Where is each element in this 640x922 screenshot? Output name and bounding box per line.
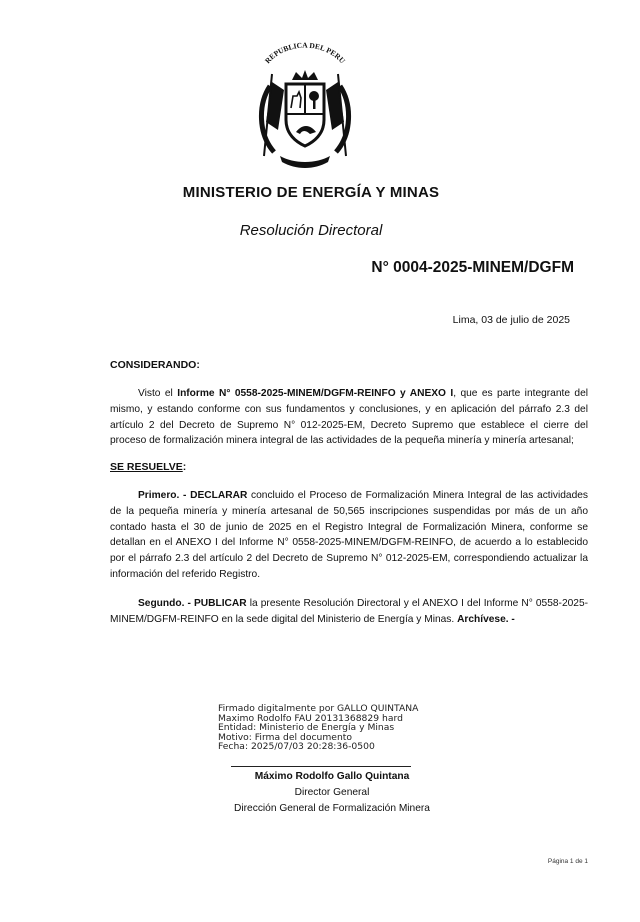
article-first-label: Primero. - DECLARAR xyxy=(138,490,248,501)
signature-line-5: Fecha: 2025/07/03 20:28:36-0500 xyxy=(218,741,375,753)
signature-line-3: Entidad: Ministerio de Energía y Minas xyxy=(218,722,395,734)
resuelve-heading-colon: : xyxy=(182,461,187,473)
considerando-lead: Visto el xyxy=(138,388,178,399)
signer-name: Máximo Rodolfo Gallo Quintana xyxy=(254,771,410,782)
signature-rule xyxy=(231,766,411,767)
digital-signature-stamp xyxy=(218,704,478,752)
coat-of-arms-icon xyxy=(244,34,366,174)
considerando-rest: , que es parte integrante del mismo, y estando conforme con sus fundamentos y conclusiones, y en aplicación del párrafo 2.3 del artículo 2 del Decreto de Supremo N° 012-2025-EM, Decreto Supremo que establece el cierre del proceso de formalización minera integral de las actividades de la pequeña minería y minería artesanal; xyxy=(110,388,589,447)
ministry-name: MINISTERIO DE ENERGÍA Y MINAS xyxy=(182,184,440,201)
signer-office: Dirección General de Formalización Minera xyxy=(234,803,430,814)
article-first xyxy=(110,488,588,583)
report-reference: Informe N° 0558-2025-MINEM/DGFM-REINFO y ANEXO I xyxy=(177,388,454,399)
signer-title: Director General xyxy=(294,787,370,798)
article-second xyxy=(110,596,588,628)
document-type: Resolución Directoral xyxy=(239,222,383,239)
signer-block xyxy=(212,769,452,817)
place-and-date: Lima, 03 de julio de 2025 xyxy=(452,314,570,326)
considerando-paragraph xyxy=(110,386,588,449)
archivese-close: Archívese. - xyxy=(457,613,515,625)
article-second-text: la presente Resolución Directoral y el ANEXO I del Informe N° 0558-2025-MINEM/DGFM-REINFO en la sede digital del Ministerio de Energía y Minas. xyxy=(110,598,589,625)
resolution-number: N° 0004-2025-MINEM/DGFM xyxy=(371,259,574,276)
article-first-text: concluido el Proceso de Formalización Minera Integral de las actividades de la pequeña minería y minería artesanal de 50,565 inscripciones suspendidas por más de un año contado hasta el 30 de junio de 2025 en el Registro Integral de Formalización Minera, conforme se detallan en el ANEXO I del Informe N° 0558-2025-MINEM/DGFM-REINFO, de acuerdo a lo establecido por el párrafo 2.3 del artículo 2 del Decreto de Supremo N° 012-2025-EM, correspondiendo actualizar la información del referido Registro. xyxy=(110,490,588,580)
article-second-label: Segundo. - PUBLICAR xyxy=(138,598,247,609)
considerando-heading: CONSIDERANDO: xyxy=(110,359,200,371)
resuelve-heading-text: SE RESUELVE xyxy=(110,461,183,473)
page-number: Página 1 de 1 xyxy=(547,858,588,865)
signature-line-4: Motivo: Firma del documento xyxy=(218,731,352,743)
signature-line-1: Firmado digitalmente por GALLO QUINTANA xyxy=(218,703,419,714)
resuelve-heading xyxy=(110,461,186,473)
svg-text:REPUBLICA DEL PERU: REPUBLICA DEL PERU xyxy=(262,40,348,66)
signature-line-2: Maximo Rodolfo FAU 20131368829 hard xyxy=(218,712,403,724)
